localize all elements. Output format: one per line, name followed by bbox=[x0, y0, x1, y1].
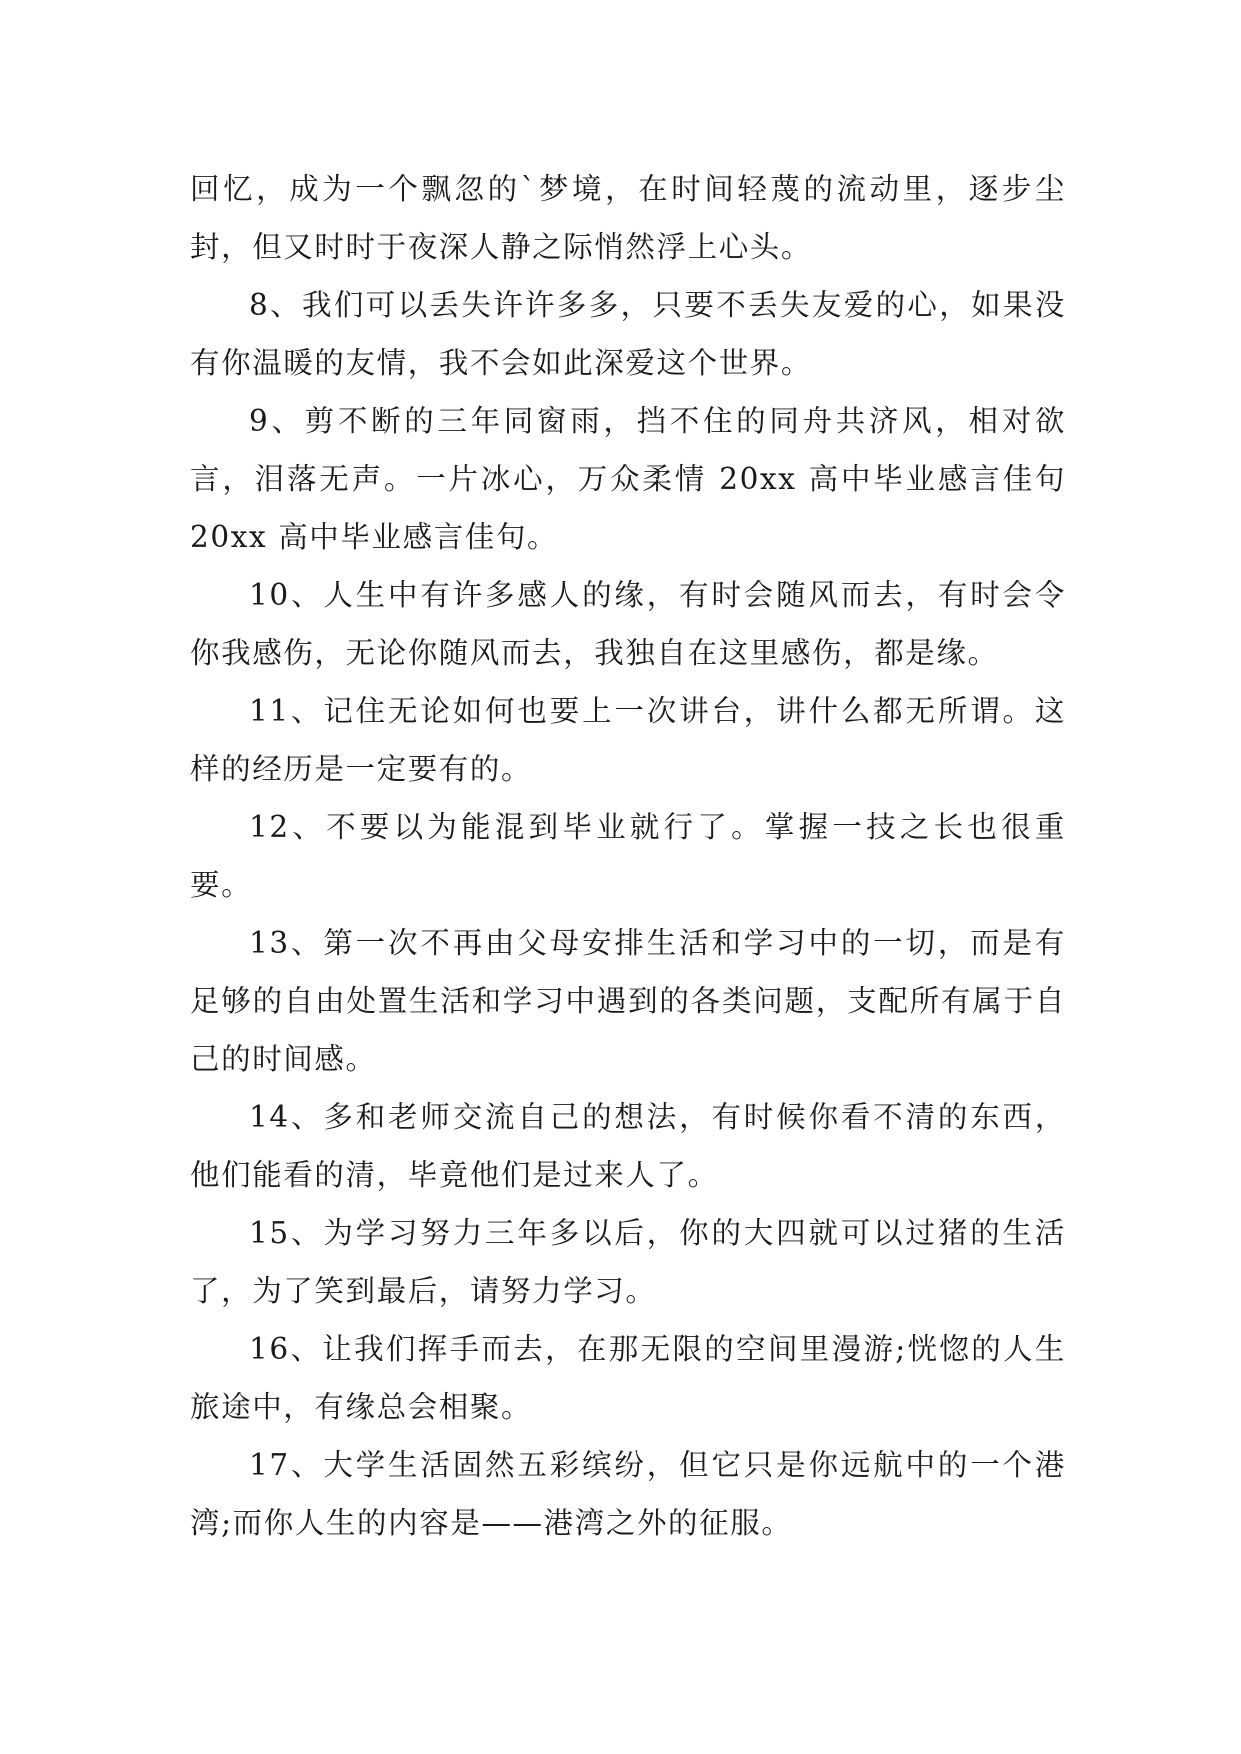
paragraph-item-10: 10、人生中有许多感人的缘，有时会随风而去，有时会令你我感伤，无论你随风而去，我独自在这里感伤，都是缘。 bbox=[190, 578, 1066, 670]
document-body bbox=[190, 160, 1066, 1552]
paragraph-item-11: 11、记住无论如何也要上一次讲台，讲什么都无所谓。这样的经历是一定要有的。 bbox=[190, 694, 1066, 786]
paragraph-item-9: 9、剪不断的三年同窗雨，挡不住的同舟共济风，相对欲言，泪落无声。一片冰心，万众柔情 20xx 高中毕业感言佳句 20xx 高中毕业感言佳句。 bbox=[190, 404, 1066, 554]
paragraph-item-15: 15、为学习努力三年多以后，你的大四就可以过猪的生活了，为了笑到最后，请努力学习。 bbox=[190, 1216, 1066, 1308]
paragraph-item-17: 17、大学生活固然五彩缤纷，但它只是你远航中的一个港湾;而你人生的内容是——港湾之外的征服。 bbox=[190, 1448, 1066, 1540]
paragraph-item-8: 8、我们可以丢失许许多多，只要不丢失友爱的心，如果没有你温暖的友情，我不会如此深爱这个世界。 bbox=[190, 288, 1066, 380]
paragraph-item-13: 13、第一次不再由父母安排生活和学习中的一切，而是有足够的自由处置生活和学习中遇到的各类问题，支配所有属于自己的时间感。 bbox=[190, 926, 1066, 1076]
paragraph-item-14: 14、多和老师交流自己的想法，有时候你看不清的东西，他们能看的清，毕竟他们是过来人了。 bbox=[190, 1100, 1066, 1192]
paragraph-continuation: 回忆，成为一个飘忽的`梦境，在时间轻蔑的流动里，逐步尘封，但又时时于夜深人静之际悄然浮上心头。 bbox=[190, 172, 1066, 264]
paragraph-item-16: 16、让我们挥手而去，在那无限的空间里漫游;恍惚的人生旅途中，有缘总会相聚。 bbox=[190, 1332, 1066, 1424]
paragraph-item-12: 12、不要以为能混到毕业就行了。掌握一技之长也很重要。 bbox=[190, 810, 1066, 902]
